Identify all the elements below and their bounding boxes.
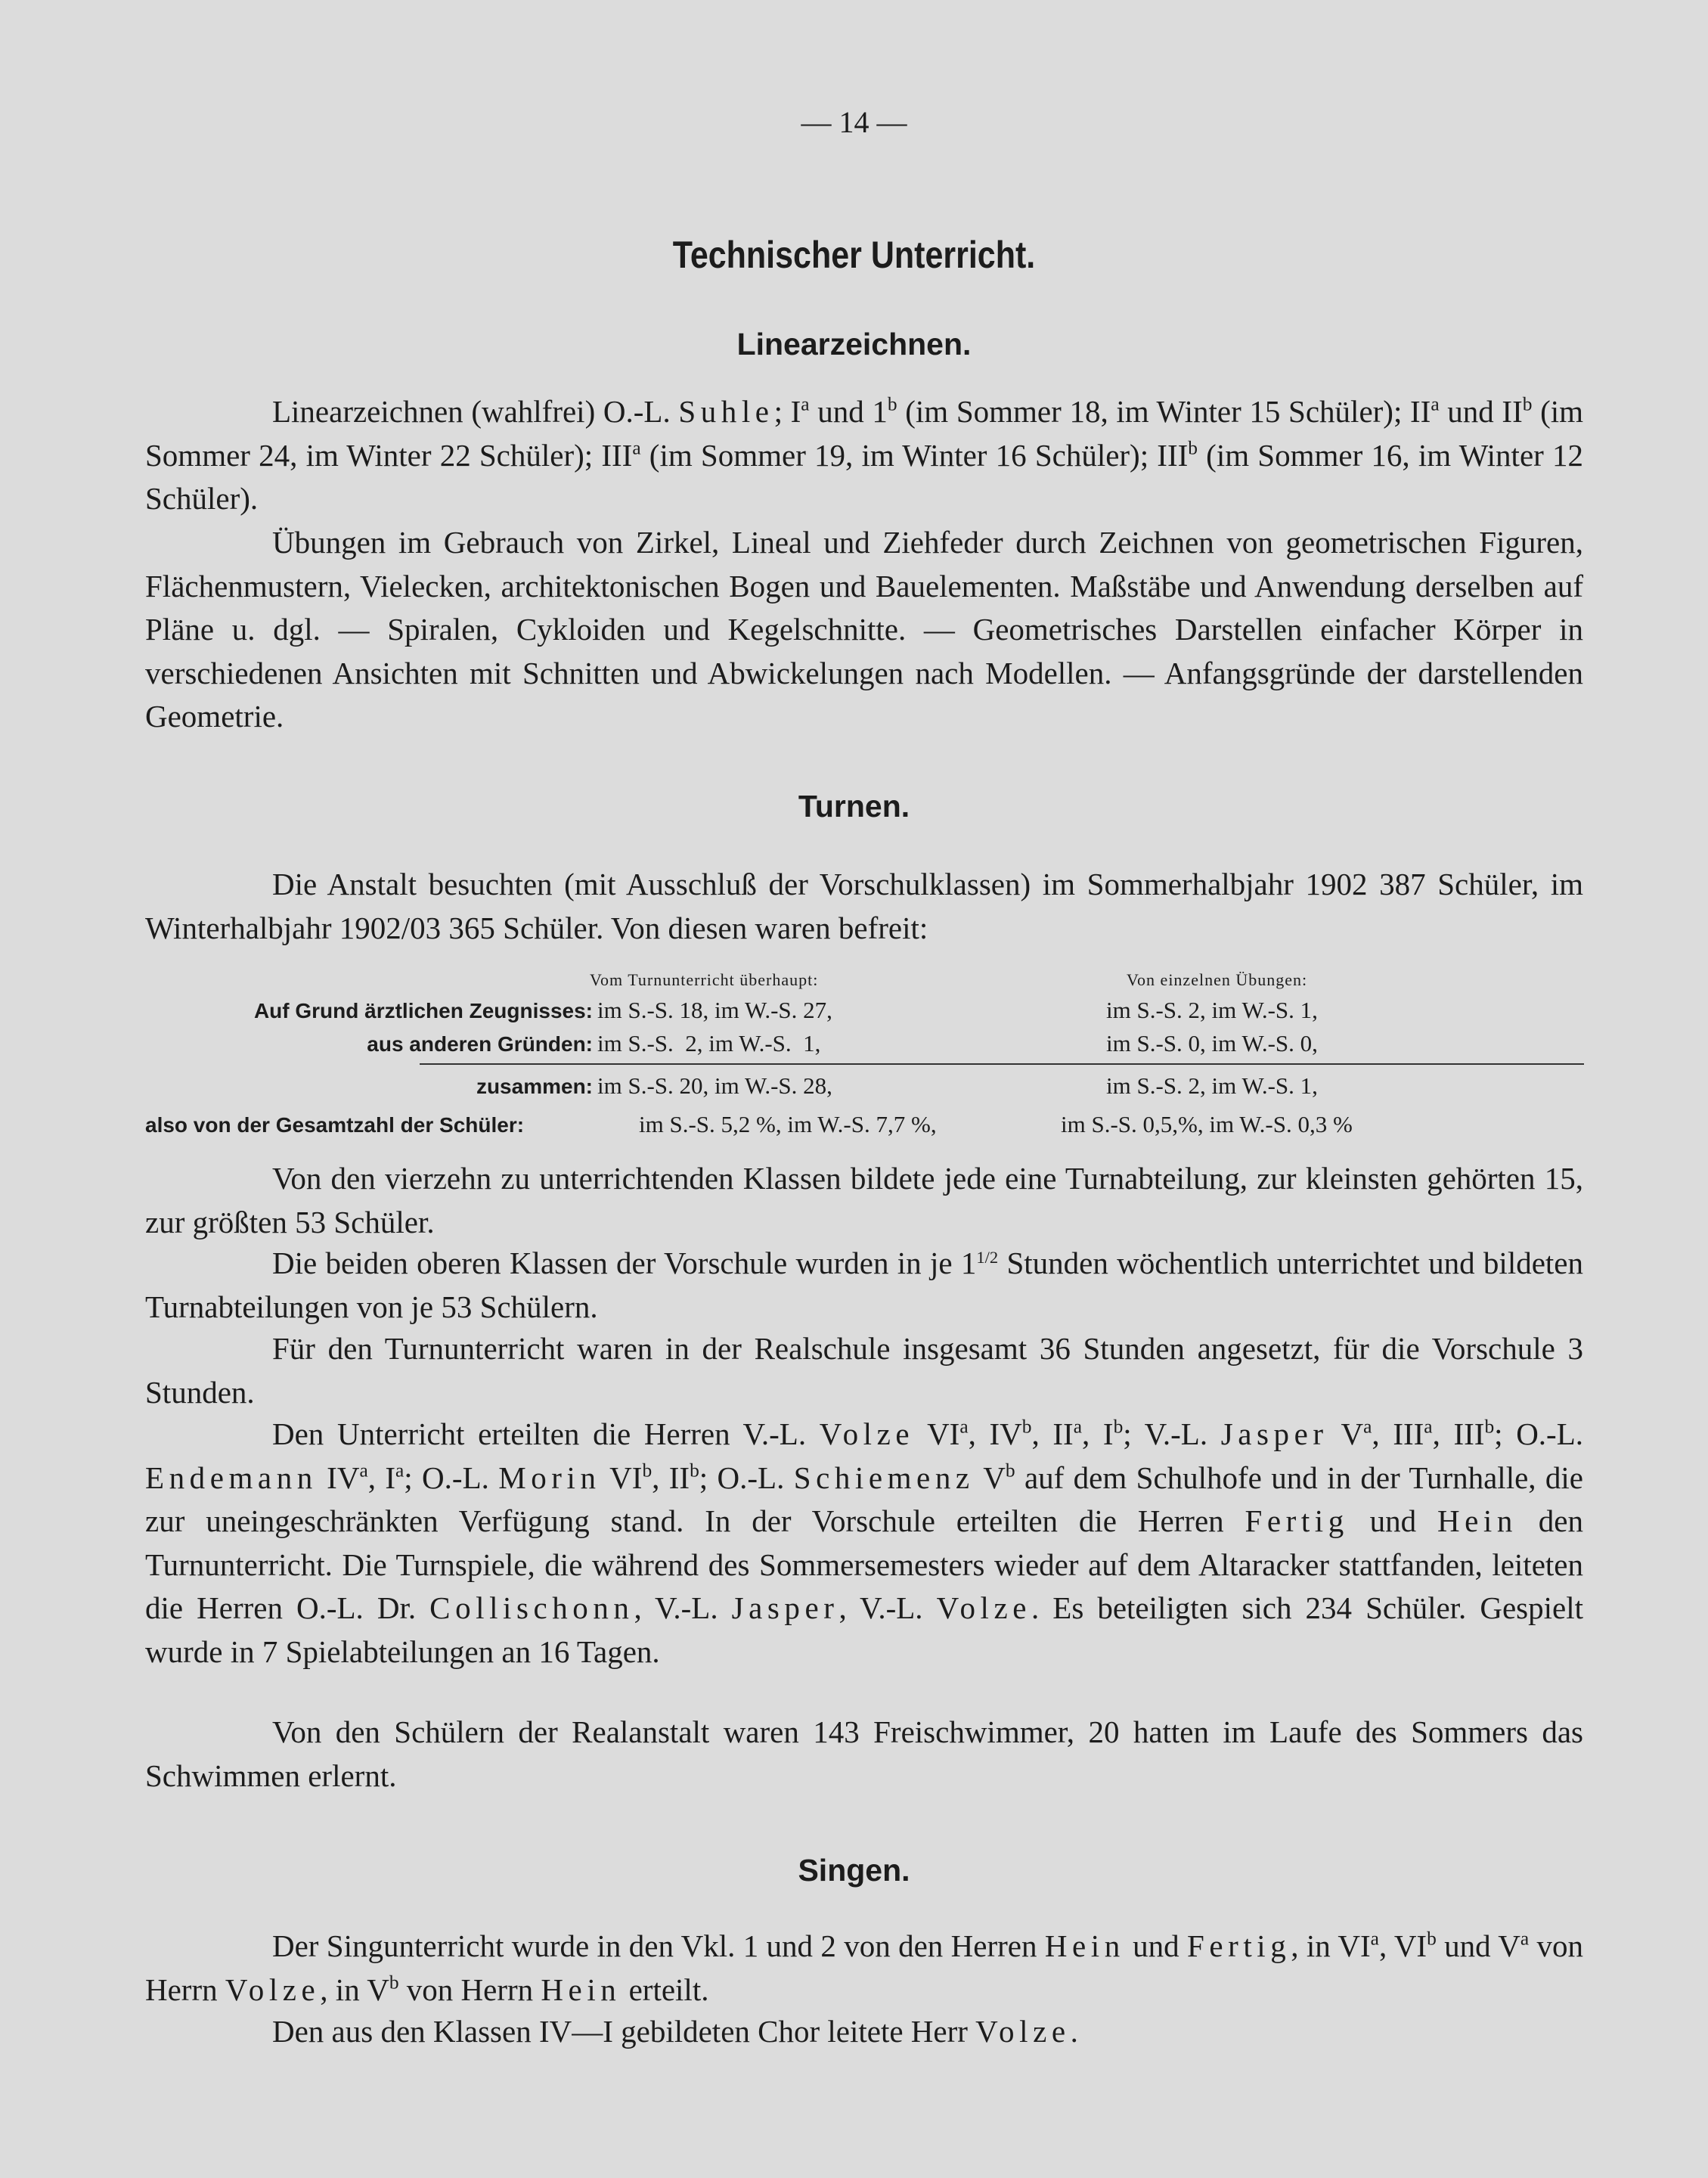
table-sum-rule [420,1063,1584,1065]
paragraph-turnen-swimming: Von den Schülern der Realanstalt waren 143 Freischwimmer, 20 hatten im Laufe des Sommers das Schwimmen erlernt. [145,1714,1583,1793]
table-row-label: aus anderen Gründen: [367,1032,593,1056]
paragraph-singen-teachers: Der Singunterricht wurde in den Vkl. 1 und 2 von den Herren Hein und Fertig, in $VI^a$, $VI^b$ und $V^a$ von Herrn Volze, in $V^b$ von Herrn Hein erteilt. [145,1928,1583,2007]
paragraph-turnen-hours: Für den Turnunterricht waren in der Realschule insgesamt 36 Stunden angesetzt, für die Vorschule 3 Stunden. [145,1331,1583,1410]
table-cell: im S.-S. 20, im W.-S. 28, [597,1072,832,1099]
paragraph-turnen-groups: Von den vierzehn zu unterrichtenden Klassen bildete jede eine Turnabteilung, zur kleinsten gehörten 15, zur größten 53 Schüler. [145,1161,1583,1239]
table-header-overall: Vom Turnunterricht überhaupt: [590,970,819,989]
table-cell: im S.-S. 5,2 %, im W.-S. 7,7 %, [639,1111,937,1137]
page-number: — 14 — [801,105,907,139]
section-heading-singen: Singen. [798,1853,910,1888]
paragraph-linearzeichnen-content: Übungen im Gebrauch von Zirkel, Lineal und Ziehfeder durch Zeichnen von geometrischen Figuren, Flächenmustern, Vielecken, architektonischen Bogen und Bauelementen. Maßstäbe und Anwendung derselben auf Pläne u. dgl. — Spiralen, Cykloiden und Kegelschnitte. — Geometrisches Darstellen einfacher Körper in verschiedenen Ansichten mit Schnitten und Abwickelungen nach Modellen. — Anfangsgründe der darstellenden Geometrie. [145,525,1583,734]
table-header-single-exercises: Von einzelnen Übungen: [1127,970,1308,989]
paragraph-turnen-vorschule: Die beiden oberen Klassen der Vorschule wurden in je $1^{1/2}$ Stunden wöchentlich unterrichtet und bildeten Turnabteilungen von je 53 Schülern. [145,1246,1583,1324]
table-cell: im S.-S. 2, im W.-S. 1, [597,1030,821,1056]
page-title: Technischer Unterricht. [672,234,1036,276]
table-row-label: zusammen: [476,1075,593,1098]
section-heading-linearzeichnen: Linearzeichnen. [736,327,972,361]
paragraph-singen-choir: Den aus den Klassen IV—I gebildeten Chor leitete Herr Volze. [272,2014,1078,2049]
table-row-label: also von der Gesamtzahl der Schüler: [145,1113,525,1137]
table-cell: im S.-S. 2, im W.-S. 1, [1106,997,1318,1023]
table-cell: im S.-S. 18, im W.-S. 27, [597,997,832,1023]
paragraph-linearzeichnen-classes: Linearzeichnen (wahlfrei) O.-L. Suhle; $I^a$ und 1$^b$ (im Sommer 18, im Winter 15 Schüler); $II^a$ und $II^b$ (im Sommer 24, im Winter 22 Schüler); III$^a$ (im Sommer 19, im Winter 16 Schüler); III$^b$ (im Sommer 16, im Winter 12 Schüler). [145,393,1584,516]
table-row-label: Auf Grund ärztlichen Zeugnisses: [253,999,593,1022]
section-heading-turnen: Turnen. [798,789,910,824]
paragraph-turnen-attendance: Die Anstalt besuchten (mit Ausschluß der Vorschulklassen) im Sommerhalbjahr 1902 387 Schüler, im Winterhalbjahr 1902/03 365 Schüler. Von diesen waren befreit: [145,867,1583,945]
table-cell: im S.-S. 0, im W.-S. 0, [1106,1030,1318,1056]
table-cell: im S.-S. 2, im W.-S. 1, [1106,1072,1318,1099]
table-cell: im S.-S. 0,5,%, im W.-S. 0,3 % [1061,1111,1353,1137]
paragraph-turnen-teachers: Den Unterricht erteilten die Herren V.-L. Volze $VI^a$, $IV^b$, $II^a$, $I^b$; V.-L. Jasper $V^a$, III$^a$, III$^b$; O.-L. Endemann $IV^a$, $I^a$; O.-L. Morin $VI^b$, $II^b$; O.-L. Schiemenz $V^b$ auf dem Schulhofe und in der Turnhalle, die zur uneingeschränkten Verfügung stand. In der Vorschule erteilten die Herren Fertig und Hein den Turnunterricht. Die Turnspiele, die während des Sommersemesters wieder auf dem Altaracker stattfanden, leiteten die Herren O.-L. Dr. Collischonn, V.-L. Jasper, V.-L. Volze. Es beteiligten sich 234 Schüler. Gespielt wurde in 7 Spielabteilungen an 16 Tagen. [145,1416,1583,1669]
